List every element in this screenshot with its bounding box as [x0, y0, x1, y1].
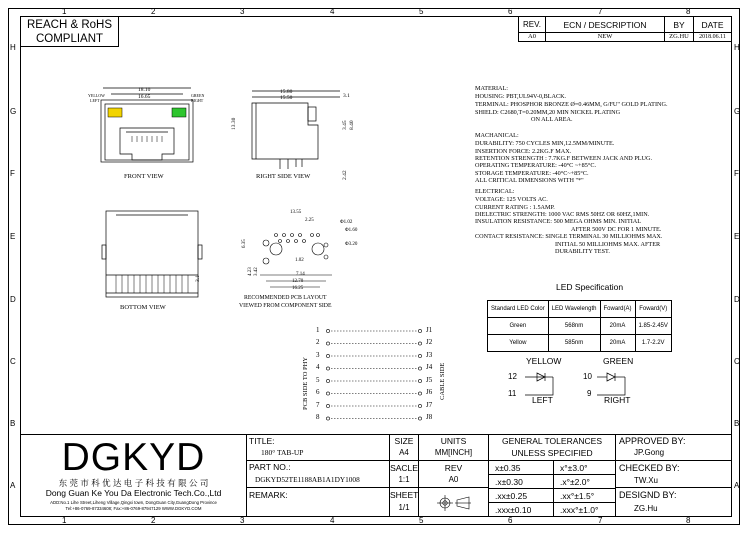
- mechanical-section: [475, 133, 652, 184]
- pcb-dim-c: Φ1.02: [340, 220, 353, 225]
- scale-cell: [389, 460, 419, 488]
- pcb-dim-l: 3.42: [254, 267, 259, 276]
- electrical-line: INITIAL 50 MILLIOHMS MAX. AFTER: [555, 240, 661, 248]
- pin-right: J1: [426, 326, 433, 334]
- title-value: 180° TAB-UP: [261, 448, 304, 457]
- led-right-label: RIGHT: [604, 395, 631, 405]
- row-label: B: [734, 419, 740, 428]
- bottom-dim: 3.1: [195, 275, 201, 282]
- sheet-cell: [389, 487, 419, 517]
- table-header: Foward(V): [635, 301, 671, 318]
- pin-left: 8: [316, 413, 320, 421]
- company-cell: [20, 434, 247, 517]
- company-logo: DGKYD: [61, 436, 206, 479]
- pin-left: 5: [316, 376, 320, 384]
- led-pin-9: 9: [587, 389, 592, 398]
- row-label: E: [734, 232, 740, 241]
- rev-cell: [418, 460, 489, 488]
- front-dim-width: 18.10: [138, 87, 151, 93]
- title-label: TITLE:: [249, 436, 275, 446]
- part-label: PART NO.:: [249, 462, 291, 472]
- row-label: A: [734, 481, 740, 490]
- size-cell: [389, 434, 419, 461]
- row-label: B: [10, 419, 16, 428]
- pin-left: 2: [316, 338, 320, 346]
- tolerance-linear: .xx±0.25: [495, 491, 528, 501]
- led-pin-11: 11: [508, 389, 517, 398]
- electrical-line: INSULATION RESISTANCE: 500 MEGA OHMS MIN. INITIAL: [475, 218, 642, 226]
- front-left: LEFT: [90, 98, 100, 103]
- row-label: F: [10, 169, 15, 178]
- row-label: G: [10, 107, 17, 116]
- electrical-line: DIELECTRIC STRENGTH: 1000 VAC RMS 50HZ OR 60HZ,1MIN.: [475, 210, 650, 218]
- size-label: SIZE: [394, 436, 414, 446]
- mechanical-line: ALL CRITICAL DIMENSIONS WITH "*": [475, 177, 584, 185]
- tolerance-angular: x°±3.0°: [560, 463, 588, 473]
- pin-left: 3: [316, 351, 320, 359]
- sheet-value: 1/1: [398, 503, 410, 512]
- right-dim-2: 15.50: [280, 95, 293, 101]
- right-dim-h: 13.30: [231, 117, 237, 130]
- pcb-dim-d: Φ1.60: [345, 228, 358, 233]
- table-cell: 1.85-2.45V: [635, 318, 671, 335]
- tolerance-linear: .x±0.30: [495, 477, 523, 487]
- material-line: HOUSING: PBT,UL94V-0,BLACK.: [475, 93, 567, 101]
- right-side-view-drawing: [240, 85, 360, 180]
- checked-cell: [615, 460, 732, 488]
- table-cell: 585nm: [548, 335, 600, 352]
- pcb-dim-f: 1.02: [295, 258, 304, 263]
- sheet-label: SHEET: [390, 490, 419, 500]
- row-label: C: [734, 357, 740, 366]
- title-cell: [246, 434, 390, 461]
- pcb-label-2: VIEWED FROM COMPONENT SIDE: [239, 303, 332, 309]
- company-tel: Tel:+86-0769-87334608; Fax:+86-0769-87947129 WWW.DGKYD.COM: [65, 506, 202, 511]
- pin-right: J8: [426, 413, 433, 421]
- right-dim-3: 3.1: [343, 93, 350, 99]
- compliance-line1: REACH & RoHS: [27, 19, 112, 31]
- mechanical-line: STORAGE TEMPERATURE: -40°C~+85°C.: [475, 169, 589, 177]
- pin-mapping-drawing: [310, 324, 433, 424]
- units-value: MM[INCH]: [434, 448, 473, 457]
- right-view-label: RIGHT SIDE VIEW: [256, 173, 311, 180]
- led-pin-10: 10: [583, 372, 592, 381]
- table-cell: 20mA: [600, 318, 635, 335]
- col-label: 6: [508, 516, 513, 525]
- mechanical-line: RETENTION STRENGTH : 7.7KG.F BETWEEN JACK AND PLUG.: [475, 154, 653, 162]
- projection-symbol-icon: [437, 494, 473, 512]
- col-label: 7: [598, 7, 603, 16]
- table-row: [488, 335, 672, 352]
- date-header: DATE: [701, 20, 724, 30]
- table-row: [488, 318, 672, 335]
- right-dim-a: 3.45: [342, 120, 348, 130]
- pin-right: J3: [426, 351, 433, 359]
- row-label: C: [10, 357, 16, 366]
- led-spec-table: [487, 300, 672, 352]
- checked-value: TW.Xu: [634, 476, 659, 485]
- col-label: 1: [62, 516, 67, 525]
- pin-right: J6: [426, 388, 433, 396]
- row-label: D: [10, 295, 16, 304]
- tolerance-angular: .x°±2.0°: [560, 477, 590, 487]
- company-name-en: Dong Guan Ke You Da Electronic Tech.Co.,Ltd: [45, 488, 222, 498]
- ecn-header: ECN / DESCRIPTION: [563, 20, 647, 30]
- material-line: TERMINAL: PHOSPHOR BRONZE Ø=0.46MM, G/FU" GOLD PLATING.: [475, 100, 668, 108]
- tolerance-linear: x±0.35: [495, 463, 521, 473]
- col-label: 5: [419, 516, 424, 525]
- units-cell: [418, 434, 489, 461]
- rev-value-tb: A0: [448, 475, 459, 484]
- right-dim-c: 2.42: [342, 170, 348, 180]
- approved-value: JP.Gong: [634, 448, 665, 457]
- col-label: 2: [151, 516, 156, 525]
- table-cell: Green: [488, 318, 549, 335]
- tolerance-angular: .xx°±1.5°: [560, 491, 595, 501]
- bottom-view-label: BOTTOM VIEW: [120, 304, 166, 311]
- pcb-dim-a: 13.55: [290, 210, 302, 215]
- pcb-dim-k: 4.23: [248, 267, 253, 276]
- mechanical-line: INSERTION FORCE: 2.2KG.F MAX.: [475, 147, 572, 155]
- col-label: 8: [686, 516, 691, 525]
- designed-label: DESIGND BY:: [619, 490, 677, 500]
- by-header: BY: [673, 20, 685, 30]
- pcb-dim-j: 6.35: [242, 239, 247, 248]
- pin-left: 1: [316, 326, 320, 334]
- pin-right: J7: [426, 401, 433, 409]
- company-name-cn: 东 莞 市 科 优 达 电 子 科 技 有 限 公 司: [58, 478, 209, 488]
- compliance-box: [20, 16, 119, 47]
- compliance-line2: COMPLIANT: [35, 33, 104, 45]
- bottom-view-drawing: [100, 205, 210, 305]
- scale-value: 1:1: [398, 475, 410, 484]
- col-label: 3: [240, 516, 245, 525]
- row-label: A: [10, 481, 16, 490]
- pin-right: J2: [426, 338, 433, 346]
- row-label: H: [10, 43, 16, 52]
- pcb-label-1: RECOMMENDED PCB LAYOUT: [244, 295, 327, 301]
- led-spec-title: LED Specification: [556, 282, 624, 292]
- tolerance-linear: .xxx±0.10: [495, 505, 532, 515]
- col-label: 1: [62, 7, 67, 16]
- row-label: E: [10, 232, 16, 241]
- row-label: G: [734, 107, 741, 116]
- table-cell: 568nm: [548, 318, 600, 335]
- led-green-label: GREEN: [603, 356, 634, 366]
- approved-cell: [615, 434, 732, 461]
- electrical-line: DURABILITY TEST.: [555, 247, 610, 255]
- front-yellow: YELLOW: [88, 93, 105, 98]
- part-cell: [246, 460, 390, 488]
- pcb-dim-b: 2.25: [305, 218, 314, 223]
- col-label: 6: [508, 7, 513, 16]
- designed-value: ZG.Hu: [634, 504, 658, 513]
- mechanical-line: OPERATING TEMPERATURE: -40°C ~+85°C.: [475, 162, 596, 170]
- pcb-dim-h: 12.70: [292, 279, 304, 284]
- col-label: 3: [240, 7, 245, 16]
- pcb-dim-e: Φ3.20: [345, 242, 358, 247]
- electrical-line: VOLTAGE: 125 VOLTS AC.: [475, 196, 548, 204]
- designed-cell: [615, 487, 732, 517]
- table-cell: Yellow: [488, 335, 549, 352]
- right-dim-b: 8.40: [349, 120, 355, 130]
- row-label: F: [734, 169, 739, 178]
- approved-label: APPROVED BY:: [619, 436, 686, 446]
- electrical-line: CONTACT RESISTANCE: SINGLE TERMINAL 30 MILLIOHMS MAX.: [475, 233, 663, 241]
- company-address: ADD:No.1 Lihe Street,Liheng Village,Qingxi town, DongGuan City,GuangDong Province: [50, 500, 217, 505]
- electrical-line: CURRENT RATING : 1.5AMP.: [475, 203, 555, 211]
- table-header: LED Wavelength: [548, 301, 600, 318]
- led-left-label: LEFT: [532, 395, 553, 405]
- table-cell: 1.7-2.2V: [635, 335, 671, 352]
- pin-left: 4: [316, 363, 320, 371]
- material-section: [475, 86, 668, 124]
- rev-value: A0: [528, 33, 536, 40]
- col-label: 7: [598, 516, 603, 525]
- mechanical-title: MACHANICAL:: [475, 132, 519, 139]
- pin-right: J5: [426, 376, 433, 384]
- pin-left: 6: [316, 388, 320, 396]
- led-yellow-label: YELLOW: [526, 356, 562, 366]
- col-label: 2: [151, 7, 156, 16]
- remark-cell: [246, 487, 390, 517]
- date-value: 2018.06.11: [699, 34, 726, 40]
- mechanical-line: DURABILITY: 750 CYCLES MIN,12.5MM/MINUTE.: [475, 140, 615, 148]
- by-value: ZG.HU: [669, 33, 689, 40]
- electrical-title: ELECTRICAL:: [475, 188, 515, 195]
- pcb-dim-g: 7.14: [296, 272, 305, 277]
- front-right: RIGHT: [191, 98, 204, 103]
- pcb-dim-i: 16.25: [292, 286, 304, 291]
- size-value: A4: [399, 448, 409, 457]
- projection-cell: [418, 487, 489, 517]
- electrical-section: [475, 189, 662, 255]
- pin-left: 7: [316, 401, 320, 409]
- tolerance-line2: UNLESS SPECIFIED: [511, 448, 593, 458]
- rev-header: REV.: [523, 20, 541, 29]
- right-dim-1: 15.80: [280, 89, 293, 95]
- units-label: UNITS: [440, 436, 467, 446]
- tolerance-angular: .xxx°±1.0°: [560, 505, 599, 515]
- col-label: 4: [330, 516, 335, 525]
- tolerance-header: [488, 434, 616, 461]
- scale-label: SACLE: [390, 463, 418, 473]
- table-header: Foward(A): [600, 301, 635, 318]
- led-pin-12: 12: [508, 372, 517, 381]
- table-header: Standard LED Color: [488, 301, 549, 318]
- row-label: D: [734, 295, 740, 304]
- material-line: SHIELD: C2680,T=0.20MM,20 MIN NICKEL PLATING: [475, 108, 621, 116]
- col-label: 4: [330, 7, 335, 16]
- tolerance-line1: GENERAL TOLERANCES: [502, 436, 602, 446]
- front-view-label: FRONT VIEW: [124, 173, 164, 180]
- row-label: H: [734, 43, 740, 52]
- rev-label: REV: [444, 463, 463, 473]
- material-line: ON ALL AREA.: [531, 116, 573, 124]
- front-dim-inner: 16.65: [138, 94, 151, 100]
- table-cell: 20mA: [600, 335, 635, 352]
- checked-label: CHECKED BY:: [619, 463, 680, 473]
- pcb-side-label: PCB SIDE TO PHY: [302, 356, 309, 410]
- electrical-line: AFTER 500V DC FOR 1 MINUTE.: [571, 225, 662, 233]
- pin-right: J4: [426, 363, 433, 371]
- front-green: GREEN: [191, 93, 205, 98]
- part-value: DGKYD52TE1188AB1A1DY1008: [255, 475, 360, 484]
- col-label: 5: [419, 7, 424, 16]
- cable-side-label: CABLE SIDE: [439, 362, 446, 400]
- table-row: [488, 301, 672, 318]
- ecn-value: NEW: [597, 33, 613, 40]
- material-title: MATERIAL:: [475, 85, 508, 92]
- remark-label: REMARK:: [249, 490, 288, 500]
- col-label: 8: [686, 7, 691, 16]
